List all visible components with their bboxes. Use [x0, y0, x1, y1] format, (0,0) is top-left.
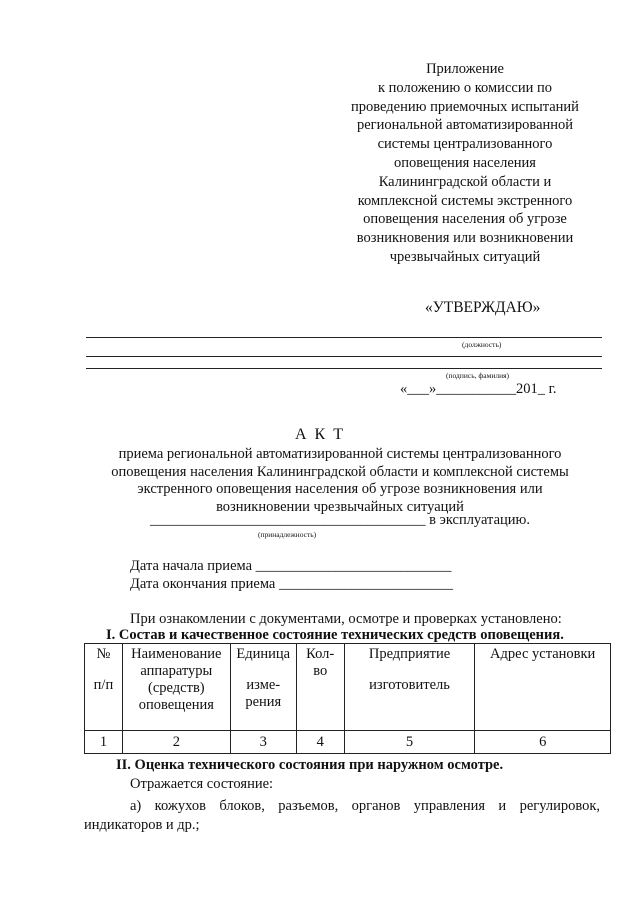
appendix-line: оповещения населения об угрозе: [363, 211, 567, 228]
appendix-line: комплексной системы экстренного: [357, 192, 573, 209]
section2-title: II. Оценка технического состояния при наружном осмотре.: [116, 757, 504, 773]
act-subtitle: [80, 446, 600, 516]
position-line: [86, 337, 602, 338]
header-cell-number: [85, 644, 123, 731]
approval-title: «УТВЕРЖДАЮ»: [425, 299, 541, 316]
signature-line-upper: [86, 356, 602, 357]
appendix-line: системы централизованного: [377, 136, 553, 153]
table-header-row: [85, 644, 611, 731]
findings-intro: При ознакомлении с документами, осмотре и проверках установлено:: [130, 611, 562, 627]
appendix-line: проведению приемочных испытаний: [351, 98, 579, 115]
header-text: (средств): [148, 680, 205, 696]
appendix-line: Калининградской области и: [378, 173, 552, 190]
appendix-line: оповещения населения: [394, 154, 536, 171]
signature-line: [86, 368, 602, 369]
section2-intro: Отражается состояние:: [130, 776, 274, 792]
signature-caption: (подпись, фамилия): [446, 371, 510, 380]
header-text: Адрес установки: [490, 646, 596, 662]
header-text: изготовитель: [369, 677, 450, 693]
end-date-field: Дата окончания приема ________________________: [130, 576, 453, 592]
header-text: аппаратуры: [140, 663, 213, 679]
header-text: Предприятие: [368, 646, 451, 662]
table-row: [85, 731, 611, 754]
equipment-table: [84, 643, 611, 754]
header-text: Единица: [236, 646, 291, 662]
position-caption: (должность): [462, 340, 502, 349]
approval-date: «___»___________201_ г.: [400, 381, 557, 397]
act-subtitle-line: экстренного оповещения населения об угрозе возникновения или: [137, 481, 543, 497]
section1-title: I. Состав и качественное состояние технических средств оповещения.: [106, 627, 564, 643]
column-number: 2: [122, 731, 230, 754]
header-cell-address: [475, 644, 611, 731]
act-title: А К Т: [295, 426, 345, 443]
owner-line: ______________________________________ в эксплуатацию.: [150, 512, 530, 528]
appendix-line: возникновения или возникновении: [356, 230, 574, 247]
appendix-line: Приложение: [426, 61, 504, 77]
section2-item-a: а) кожухов блоков, разъемов, органов управления и регулировок, индикаторов и др.;: [84, 798, 600, 833]
act-subtitle-line: оповещения населения Калининградской области и комплексной системы: [111, 463, 569, 480]
header-text: №: [96, 646, 111, 662]
appendix-header: [330, 60, 600, 267]
start-date-field: Дата начала приема ___________________________: [130, 558, 452, 574]
header-text: изме-: [246, 677, 281, 693]
column-number: 6: [475, 731, 611, 754]
header-cell-name: [122, 644, 230, 731]
header-text: п/п: [93, 677, 114, 693]
header-text: Наименование: [131, 646, 222, 662]
column-number: 3: [230, 731, 296, 754]
act-subtitle-line: возникновении чрезвычайных ситуаций: [216, 498, 464, 515]
header-text: во: [313, 663, 328, 679]
owner-caption: (принадлежность): [258, 530, 317, 539]
act-subtitle-line: приема региональной автоматизированной системы централизованного: [118, 446, 562, 462]
column-number: 5: [344, 731, 475, 754]
header-text: Кол-: [306, 646, 335, 662]
header-cell-unit: [230, 644, 296, 731]
header-text: оповещения: [138, 697, 214, 713]
header-text: рения: [245, 694, 282, 710]
appendix-line: к положению о комиссии по: [378, 79, 552, 96]
column-number: 4: [296, 731, 344, 754]
header-cell-manufacturer: [344, 644, 475, 731]
appendix-line: чрезвычайных ситуаций: [389, 248, 541, 265]
column-number: 1: [85, 731, 123, 754]
header-cell-quantity: [296, 644, 344, 731]
appendix-line: региональной автоматизированной: [356, 117, 574, 134]
